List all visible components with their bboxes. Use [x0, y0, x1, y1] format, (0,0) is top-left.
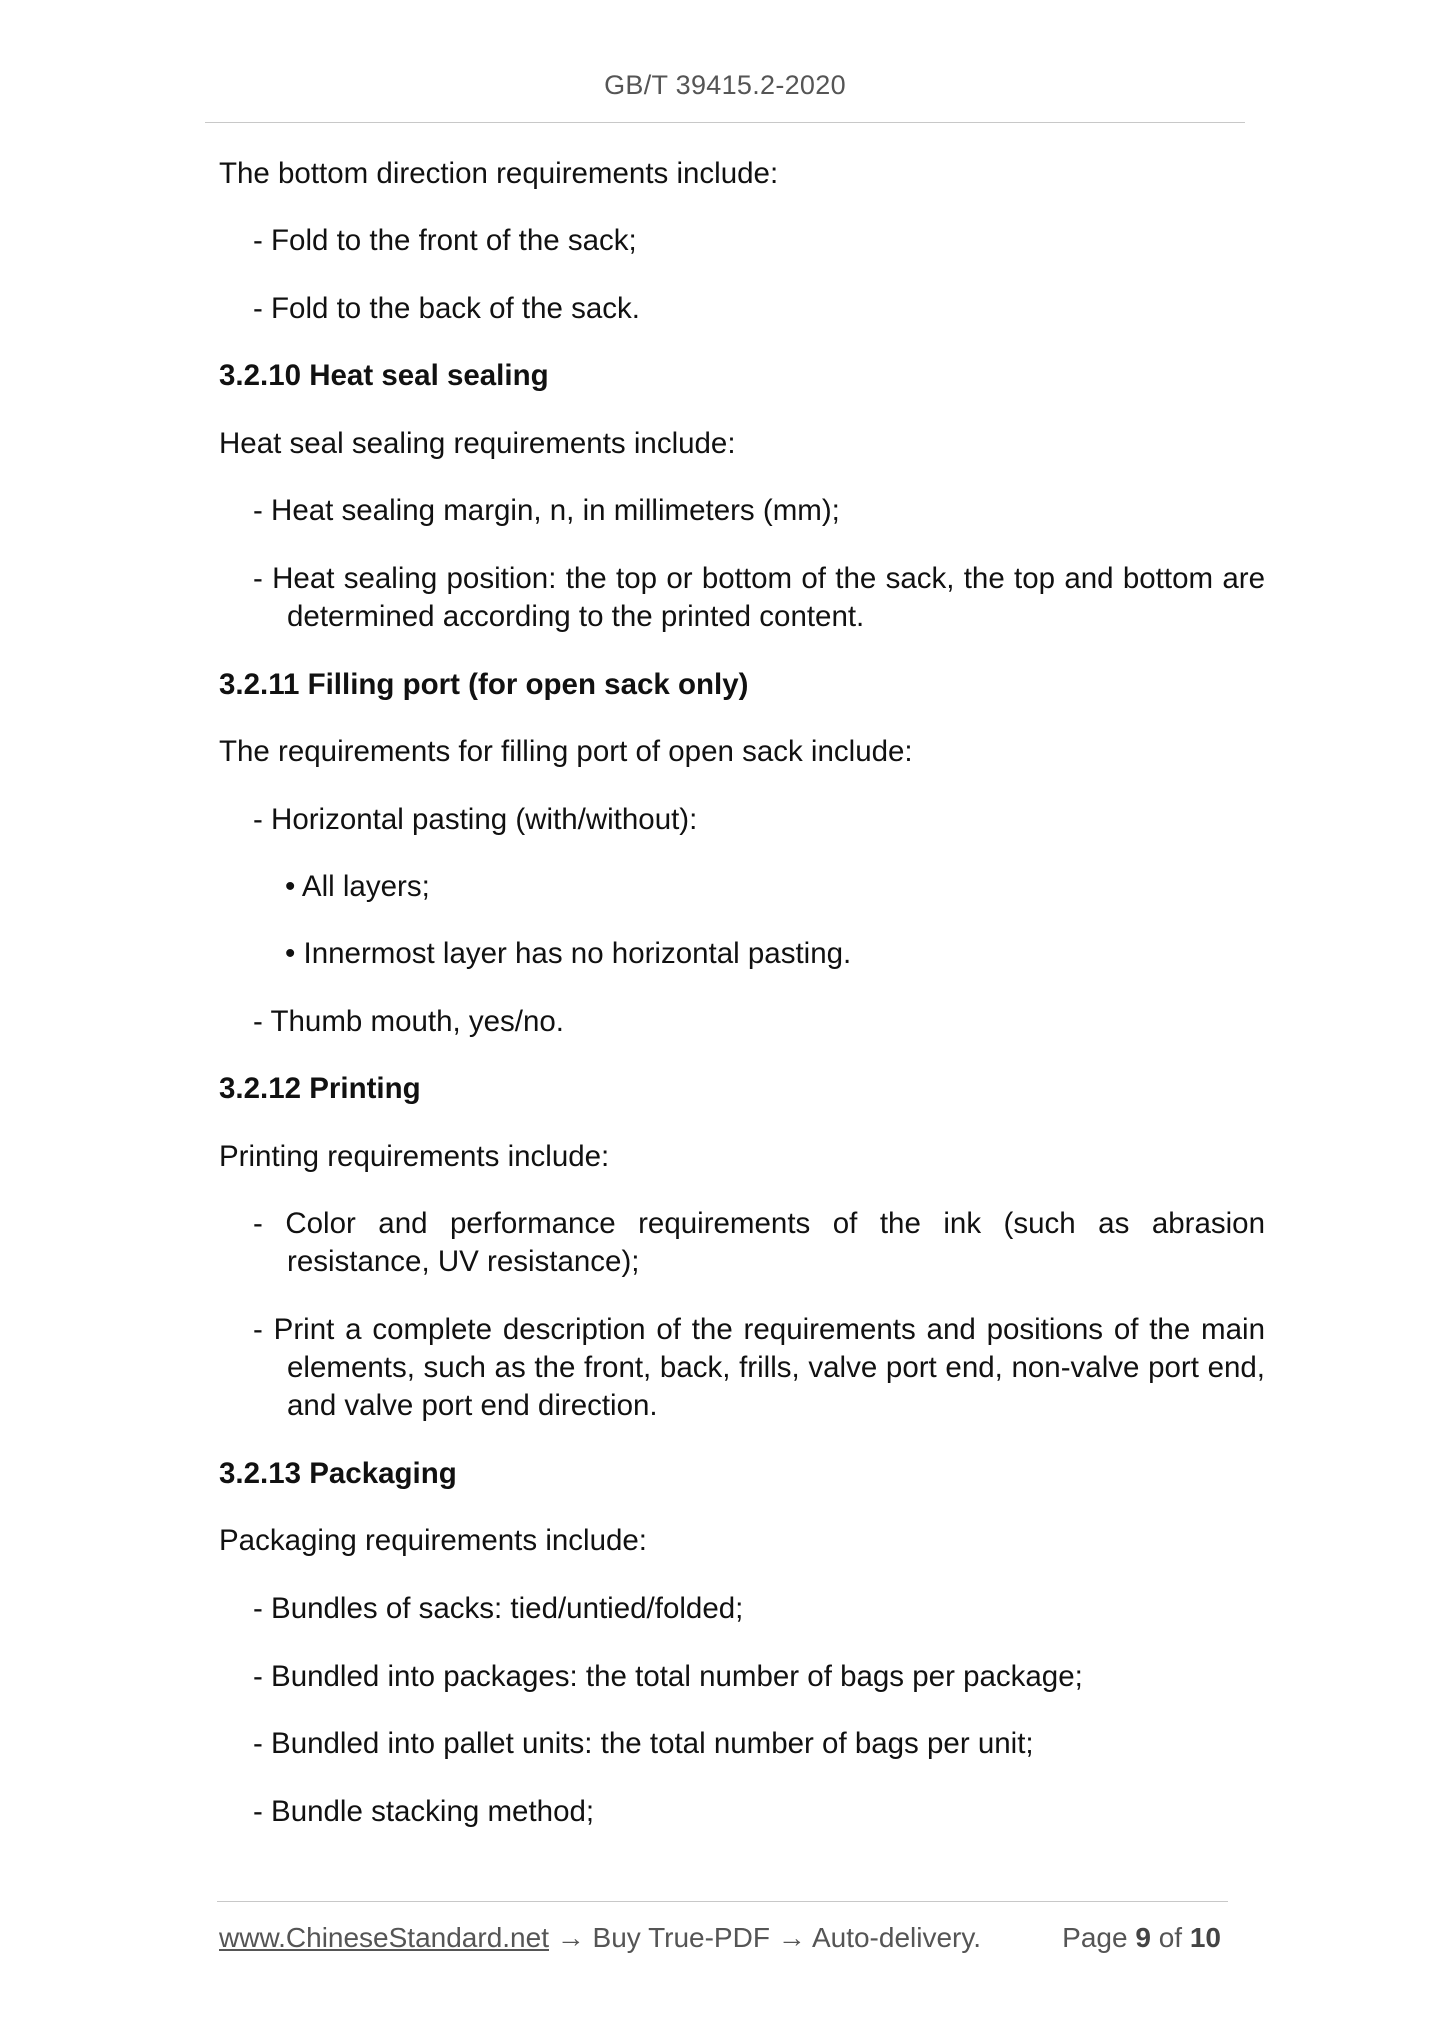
packaging-item-bundles: - Bundles of sacks: tied/untied/folded; [253, 1592, 744, 1625]
page-of-label: of [1158, 1922, 1183, 1953]
heat-seal-intro: Heat seal sealing requirements include: [219, 427, 736, 460]
filling-port-subitem-innermost-layer: • Innermost layer has no horizontal pasting. [285, 937, 852, 970]
filling-port-item-thumb-mouth: - Thumb mouth, yes/no. [253, 1005, 564, 1038]
buy-true-pdf-text: Buy True-PDF [592, 1922, 770, 1953]
filling-port-subitem-all-layers: • All layers; [285, 870, 430, 903]
filling-port-item-horizontal-pasting: - Horizontal pasting (with/without): [253, 803, 698, 836]
footer-promo [219, 1920, 981, 1956]
bottom-direction-intro: The bottom direction requirements include: [219, 157, 779, 190]
heat-seal-item-position: - Heat sealing position: the top or bottom of the sack, the top and bottom are determined according to the printed content. [253, 562, 1265, 633]
arrow-right-icon: → [777, 1922, 806, 1953]
page-current: 9 [1135, 1922, 1151, 1953]
section-heading-3-2-11: 3.2.11 Filling port (for open sack only) [219, 668, 749, 701]
section-heading-3-2-10: 3.2.10 Heat seal sealing [219, 359, 549, 392]
packaging-item-packages: - Bundled into packages: the total number of bags per package; [253, 1660, 1083, 1693]
bottom-direction-item-front: - Fold to the front of the sack; [253, 224, 637, 257]
page-total: 10 [1189, 1922, 1221, 1953]
printing-item-ink: - Color and performance requirements of the ink (such as abrasion resistance, UV resistance); [253, 1207, 1265, 1278]
printing-item-description: - Print a complete description of the requirements and positions of the main elements, such as the front, back, frills, valve port end, non-valve port end, and valve port end direction. [253, 1313, 1265, 1422]
bottom-direction-item-back: - Fold to the back of the sack. [253, 292, 640, 325]
document-header-title: GB/T 39415.2-2020 [604, 70, 846, 100]
footer-divider [217, 1901, 1228, 1902]
header-divider [205, 122, 1245, 123]
heat-seal-item-margin: - Heat sealing margin, n, in millimeters (mm); [253, 494, 840, 527]
website-link[interactable]: www.ChineseStandard.net [219, 1922, 549, 1953]
packaging-item-stacking-method: - Bundle stacking method; [253, 1795, 595, 1828]
auto-delivery-text: Auto-delivery. [811, 1922, 982, 1953]
filling-port-intro: The requirements for filling port of open sack include: [219, 735, 913, 768]
section-heading-3-2-12: 3.2.12 Printing [219, 1072, 421, 1105]
page-number [1062, 1920, 1221, 1956]
packaging-item-pallet-units: - Bundled into pallet units: the total number of bags per unit; [253, 1727, 1034, 1760]
page-label: Page [1062, 1922, 1128, 1953]
printing-intro: Printing requirements include: [219, 1140, 610, 1173]
section-heading-3-2-13: 3.2.13 Packaging [219, 1457, 457, 1490]
packaging-intro: Packaging requirements include: [219, 1524, 647, 1557]
arrow-right-icon: → [556, 1922, 585, 1953]
